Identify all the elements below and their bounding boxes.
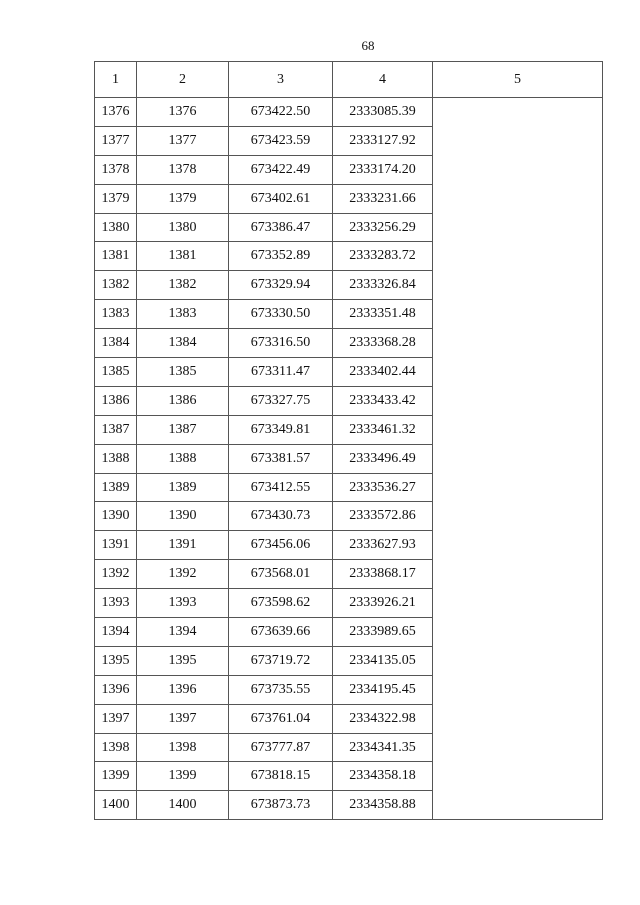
point-number-cell: 1381 [95, 242, 137, 271]
coordinates-table [94, 61, 603, 820]
y-coordinate-cell: 2334135.05 [333, 646, 433, 675]
y-coordinate-cell: 2333402.44 [333, 358, 433, 387]
x-coordinate-cell: 673412.55 [229, 473, 333, 502]
y-coordinate-cell: 2333085.39 [333, 98, 433, 127]
y-coordinate-cell: 2334341.35 [333, 733, 433, 762]
station-number-cell: 1382 [137, 271, 229, 300]
y-coordinate-cell: 2333256.29 [333, 213, 433, 242]
x-coordinate-cell: 673873.73 [229, 791, 333, 820]
point-number-cell: 1387 [95, 415, 137, 444]
y-coordinate-cell: 2333627.93 [333, 531, 433, 560]
station-number-cell: 1380 [137, 213, 229, 242]
y-coordinate-cell: 2334195.45 [333, 675, 433, 704]
station-number-cell: 1381 [137, 242, 229, 271]
y-coordinate-cell: 2334358.88 [333, 791, 433, 820]
y-coordinate-cell: 2333283.72 [333, 242, 433, 271]
x-coordinate-cell: 673329.94 [229, 271, 333, 300]
point-number-cell: 1382 [95, 271, 137, 300]
y-coordinate-cell: 2333868.17 [333, 560, 433, 589]
point-number-cell: 1384 [95, 329, 137, 358]
station-number-cell: 1397 [137, 704, 229, 733]
x-coordinate-cell: 673352.89 [229, 242, 333, 271]
point-number-cell: 1393 [95, 589, 137, 618]
station-number-cell: 1385 [137, 358, 229, 387]
station-number-cell: 1394 [137, 618, 229, 647]
station-number-cell: 1400 [137, 791, 229, 820]
x-coordinate-cell: 673402.61 [229, 184, 333, 213]
point-number-cell: 1378 [95, 155, 137, 184]
point-number-cell: 1383 [95, 300, 137, 329]
x-coordinate-cell: 673430.73 [229, 502, 333, 531]
x-coordinate-cell: 673639.66 [229, 618, 333, 647]
point-number-cell: 1398 [95, 733, 137, 762]
x-coordinate-cell: 673386.47 [229, 213, 333, 242]
y-coordinate-cell: 2333926.21 [333, 589, 433, 618]
point-number-cell: 1377 [95, 126, 137, 155]
point-number-cell: 1379 [95, 184, 137, 213]
point-number-cell: 1388 [95, 444, 137, 473]
station-number-cell: 1384 [137, 329, 229, 358]
y-coordinate-cell: 2333127.92 [333, 126, 433, 155]
y-coordinate-cell: 2333231.66 [333, 184, 433, 213]
x-coordinate-cell: 673316.50 [229, 329, 333, 358]
y-coordinate-cell: 2333496.49 [333, 444, 433, 473]
y-coordinate-cell: 2333368.28 [333, 329, 433, 358]
header-row [95, 62, 603, 98]
y-coordinate-cell: 2333572.86 [333, 502, 433, 531]
x-coordinate-cell: 673422.49 [229, 155, 333, 184]
column-header-4: 4 [333, 62, 433, 98]
point-number-cell: 1396 [95, 675, 137, 704]
column-header-3: 3 [229, 62, 333, 98]
station-number-cell: 1392 [137, 560, 229, 589]
station-number-cell: 1379 [137, 184, 229, 213]
station-number-cell: 1393 [137, 589, 229, 618]
station-number-cell: 1389 [137, 473, 229, 502]
station-number-cell: 1383 [137, 300, 229, 329]
point-number-cell: 1390 [95, 502, 137, 531]
column-header-2: 2 [137, 62, 229, 98]
point-number-cell: 1385 [95, 358, 137, 387]
x-coordinate-cell: 673761.04 [229, 704, 333, 733]
station-number-cell: 1387 [137, 415, 229, 444]
point-number-cell: 1380 [95, 213, 137, 242]
station-number-cell: 1390 [137, 502, 229, 531]
x-coordinate-cell: 673381.57 [229, 444, 333, 473]
station-number-cell: 1391 [137, 531, 229, 560]
point-number-cell: 1394 [95, 618, 137, 647]
station-number-cell: 1377 [137, 126, 229, 155]
point-number-cell: 1376 [95, 98, 137, 127]
x-coordinate-cell: 673818.15 [229, 762, 333, 791]
point-number-cell: 1399 [95, 762, 137, 791]
x-coordinate-cell: 673735.55 [229, 675, 333, 704]
page-number: 68 [361, 38, 375, 53]
y-coordinate-cell: 2333433.42 [333, 386, 433, 415]
y-coordinate-cell: 2333989.65 [333, 618, 433, 647]
point-number-cell: 1395 [95, 646, 137, 675]
station-number-cell: 1376 [137, 98, 229, 127]
station-number-cell: 1395 [137, 646, 229, 675]
point-number-cell: 1392 [95, 560, 137, 589]
station-number-cell: 1399 [137, 762, 229, 791]
y-coordinate-cell: 2334322.98 [333, 704, 433, 733]
x-coordinate-cell: 673311.47 [229, 358, 333, 387]
point-number-cell: 1400 [95, 791, 137, 820]
point-number-cell: 1391 [95, 531, 137, 560]
column-header-5: 5 [433, 62, 603, 98]
table-header [95, 62, 603, 98]
station-number-cell: 1378 [137, 155, 229, 184]
x-coordinate-cell: 673349.81 [229, 415, 333, 444]
column-header-1: 1 [95, 62, 137, 98]
station-number-cell: 1388 [137, 444, 229, 473]
y-coordinate-cell: 2333174.20 [333, 155, 433, 184]
table-body [95, 98, 603, 820]
y-coordinate-cell: 2333351.48 [333, 300, 433, 329]
y-coordinate-cell: 2333326.84 [333, 271, 433, 300]
notes-cell [433, 98, 603, 820]
x-coordinate-cell: 673330.50 [229, 300, 333, 329]
x-coordinate-cell: 673777.87 [229, 733, 333, 762]
x-coordinate-cell: 673423.59 [229, 126, 333, 155]
x-coordinate-cell: 673456.06 [229, 531, 333, 560]
table-row [95, 98, 603, 127]
x-coordinate-cell: 673568.01 [229, 560, 333, 589]
x-coordinate-cell: 673327.75 [229, 386, 333, 415]
station-number-cell: 1398 [137, 733, 229, 762]
x-coordinate-cell: 673598.62 [229, 589, 333, 618]
point-number-cell: 1386 [95, 386, 137, 415]
point-number-cell: 1397 [95, 704, 137, 733]
x-coordinate-cell: 673719.72 [229, 646, 333, 675]
y-coordinate-cell: 2334358.18 [333, 762, 433, 791]
y-coordinate-cell: 2333536.27 [333, 473, 433, 502]
point-number-cell: 1389 [95, 473, 137, 502]
station-number-cell: 1396 [137, 675, 229, 704]
y-coordinate-cell: 2333461.32 [333, 415, 433, 444]
x-coordinate-cell: 673422.50 [229, 98, 333, 127]
station-number-cell: 1386 [137, 386, 229, 415]
